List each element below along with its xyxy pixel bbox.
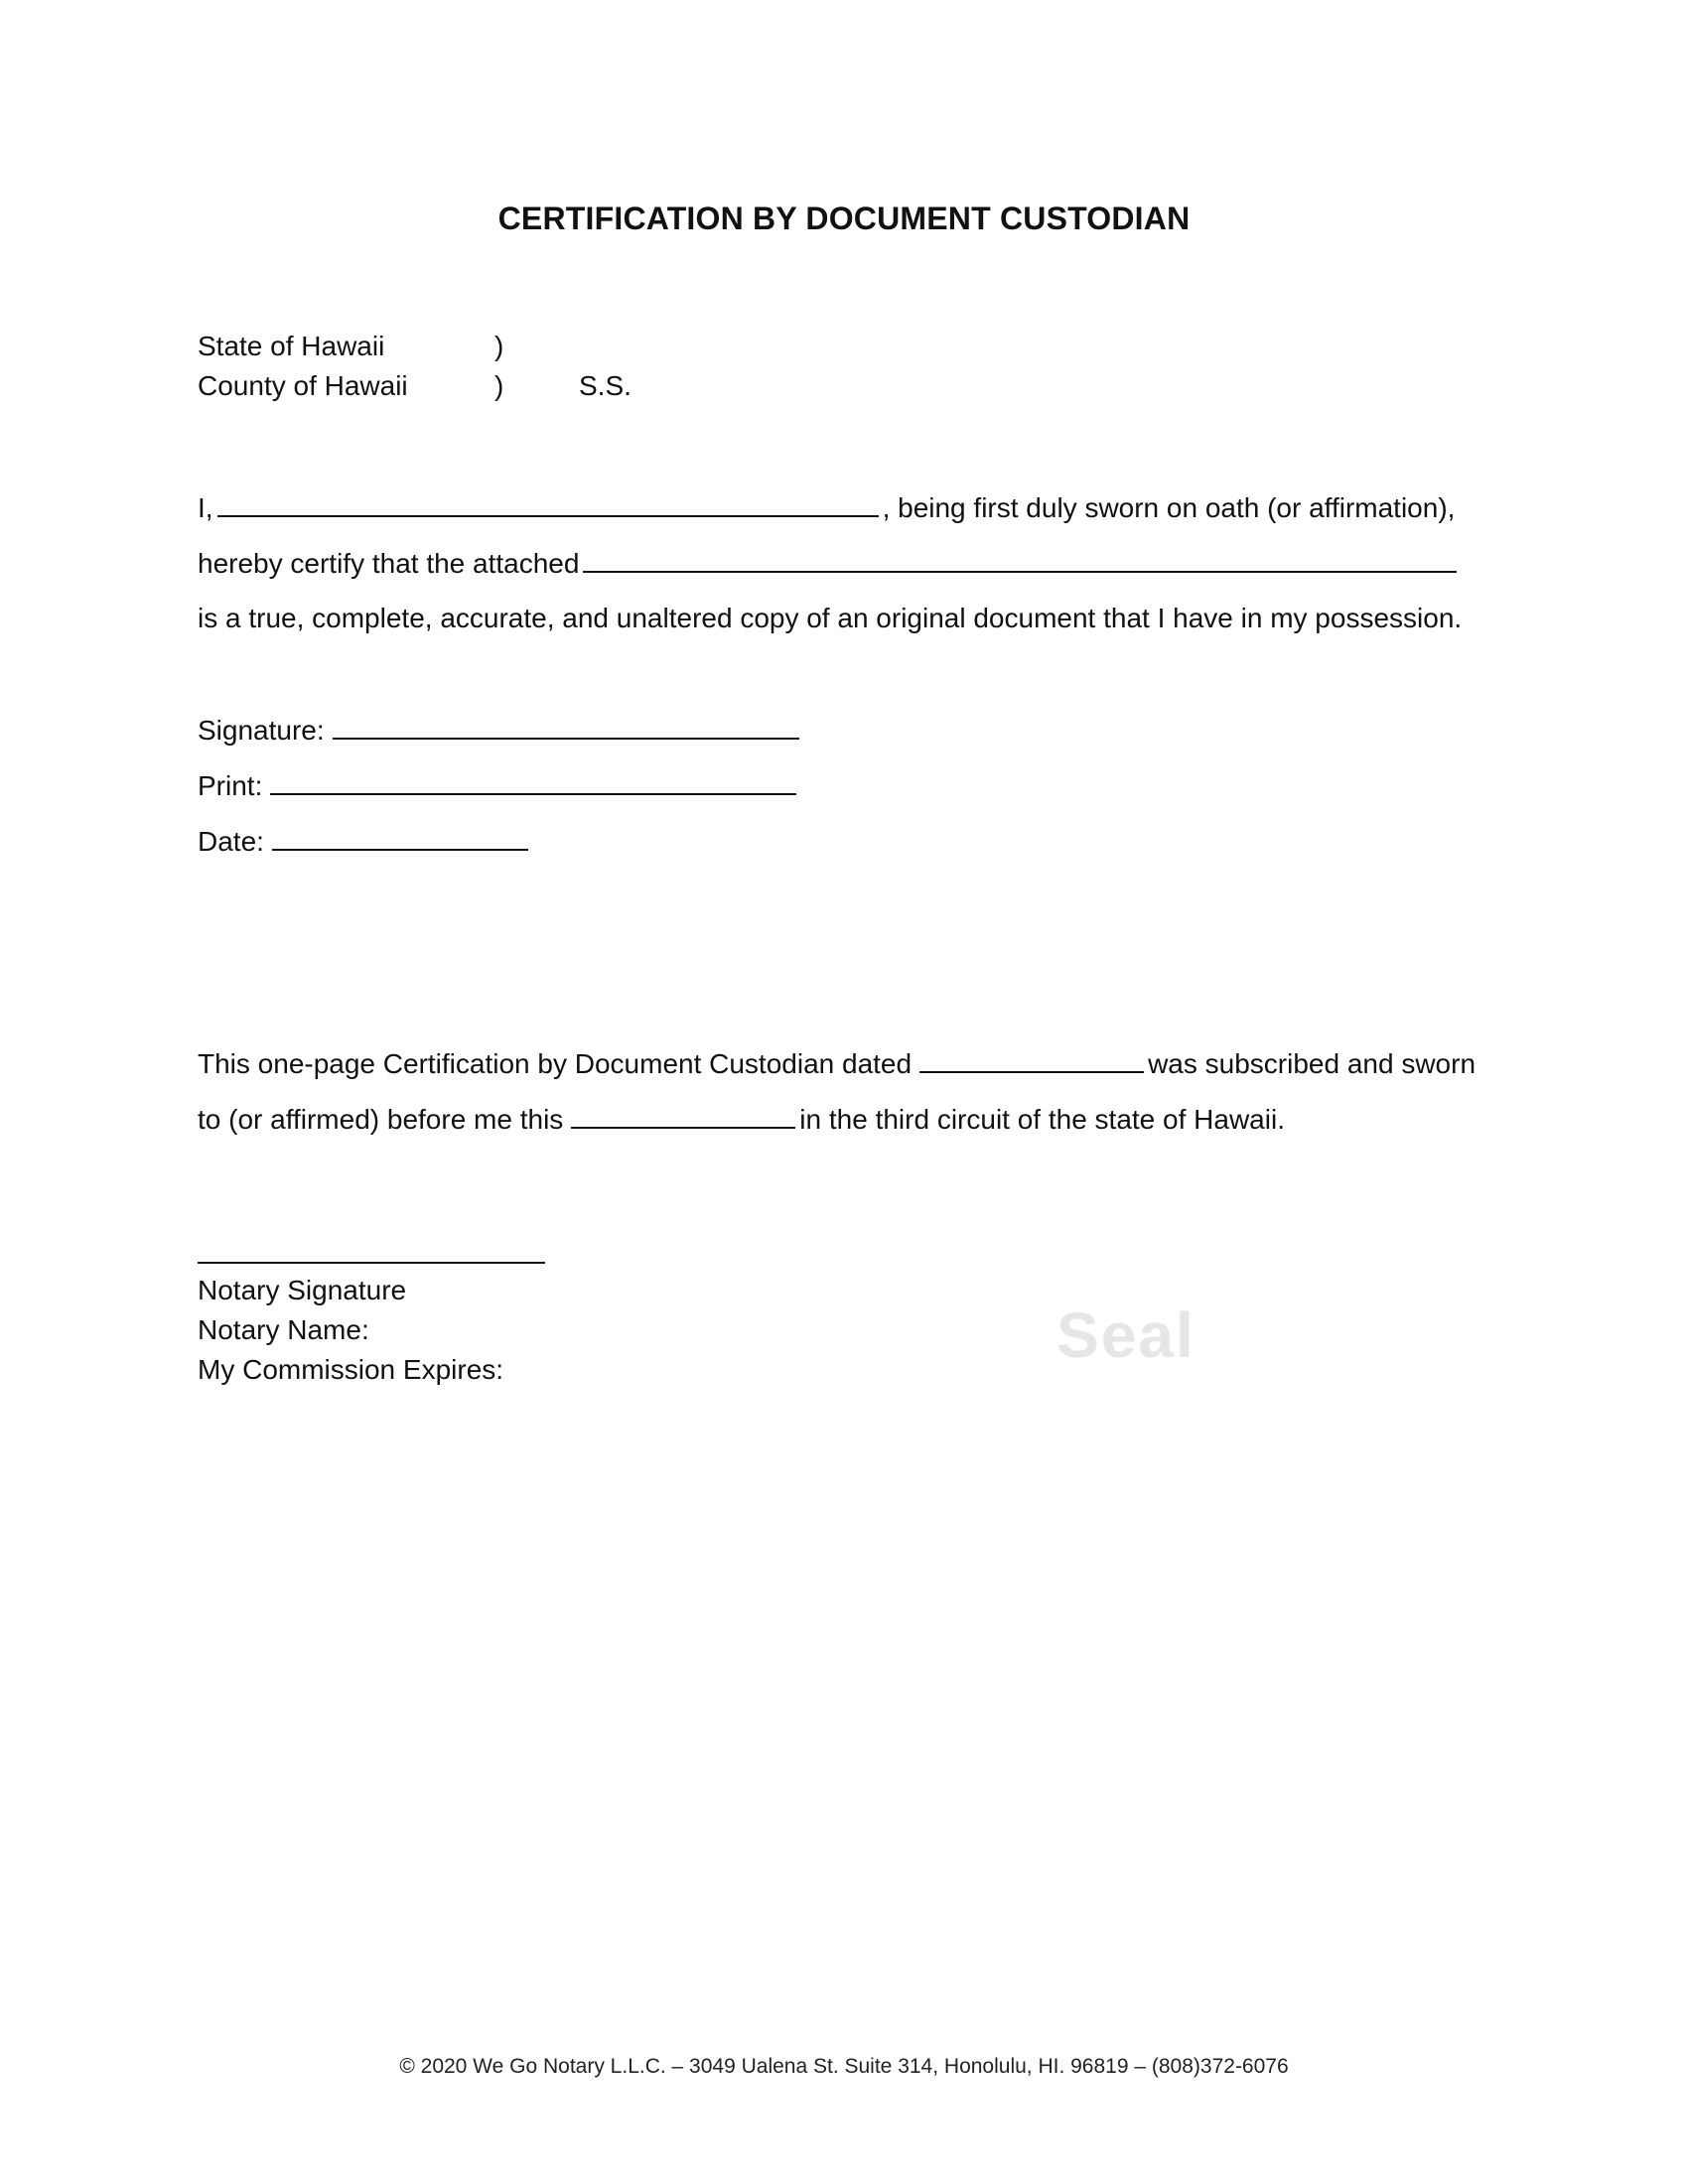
affiant-name-field[interactable] [217,489,879,517]
print-field[interactable] [270,767,796,795]
ss-label: S.S. [579,370,632,401]
print-label: Print: [198,770,263,801]
county-paren: ) [494,370,504,401]
signature-label: Signature: [198,715,325,746]
notary-name-label: Notary Name: [198,1314,369,1345]
state-paren: ) [494,331,504,361]
dated-field[interactable] [919,1045,1144,1073]
affiant-line-start: I, [198,492,213,523]
state-label: State of Hawaii [198,331,385,361]
attached-line-start: hereby certify that the attached [198,548,580,579]
date-row [198,823,532,860]
signature-field[interactable] [333,712,799,740]
notarial-line-2-start: to (or affirmed) before me this [198,1104,564,1135]
county-label: County of Hawaii [198,370,408,401]
notarial-line-2 [198,1101,1285,1138]
affiant-line-end: , being first duly sworn on oath (or affirmation), [882,492,1456,523]
print-row [198,767,800,804]
notary-signature-line[interactable] [198,1262,545,1264]
notarial-line-2-end: in the third circuit of the state of Hawaii. [799,1104,1285,1135]
sworn-date-field[interactable] [571,1101,795,1129]
notarial-line-1 [198,1045,1476,1082]
attached-line [198,545,1461,582]
seal-placeholder: Seal [1056,1299,1196,1371]
affiant-line [198,489,1455,526]
document-title: CERTIFICATION BY DOCUMENT CUSTODIAN [497,201,1191,236]
date-field[interactable] [272,823,528,851]
date-label: Date: [198,826,264,857]
possession-statement: is a true, complete, accurate, and unaltered copy of an original document that I have in my possession. [198,603,1463,633]
signature-row [198,712,803,749]
footer-text: © 2020 We Go Notary L.L.C. – 3049 Ualena St. Suite 314, Honolulu, HI. 96819 – (808)372-6076 [399,2055,1289,2078]
notarial-line-1-start: This one-page Certification by Document Custodian dated [198,1048,913,1079]
commission-expires-label: My Commission Expires: [198,1354,504,1385]
notarial-line-1-end: was subscribed and sworn [1148,1048,1477,1079]
attached-document-field[interactable] [583,545,1457,573]
notary-signature-label: Notary Signature [198,1275,407,1305]
